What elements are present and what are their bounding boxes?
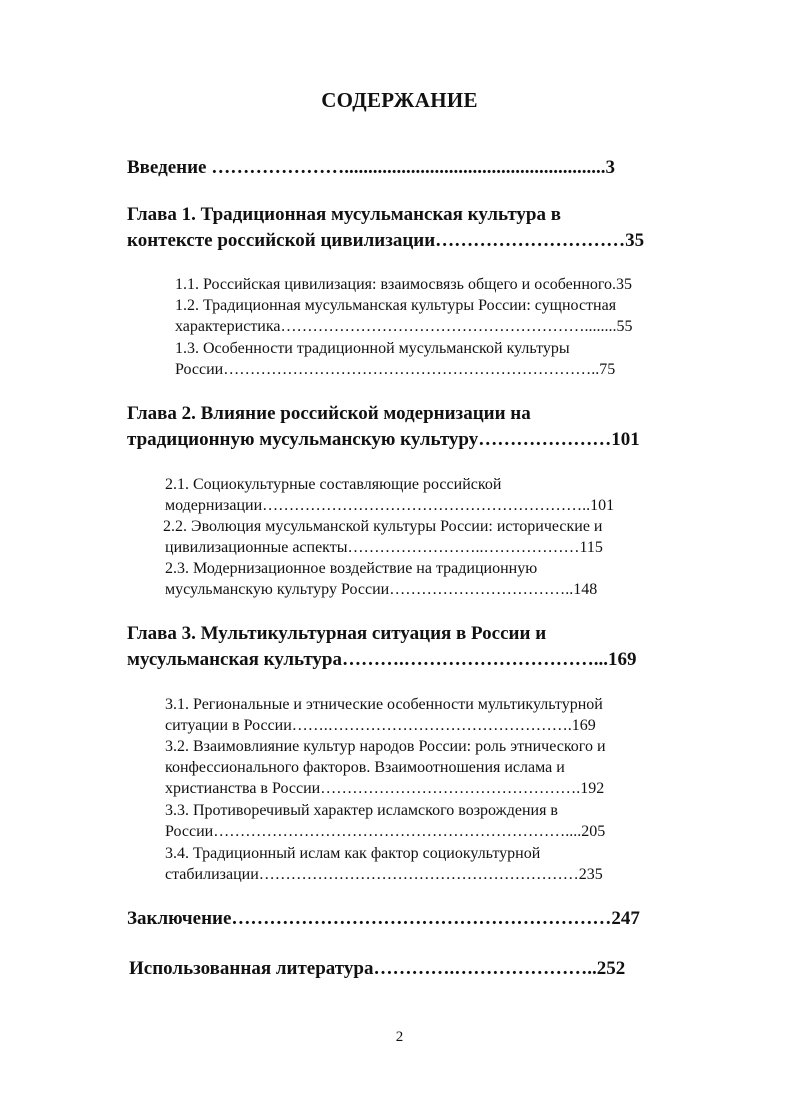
toc-chapter-2-line-2: традиционную мусульманскую культуру…………………101 — [127, 429, 640, 450]
toc-section-2-3-line-1: 2.3. Модернизационное воздействие на традиционную — [165, 560, 538, 577]
toc-section-3-3-line-2: России…………………………………………………………....205 — [165, 823, 606, 840]
toc-chapter-2-line-1: Глава 2. Влияние российской модернизации на — [127, 403, 531, 424]
toc-chapter-1-line-1: Глава 1. Традиционная мусульманская культура в — [127, 204, 562, 225]
toc-section-1-1: 1.1. Российская цивилизация: взаимосвязь общего и особенного.35 — [175, 276, 633, 293]
toc-section-3-2-line-1: 3.2. Взаимовлияние культур народов России: роль этнического и — [165, 738, 606, 755]
toc-section-2-3-line-2: мусульманскую культуру России……………………………..148 — [165, 581, 598, 598]
toc-chapter-3-line-1: Глава 3. Мультикультурная ситуация в России и — [127, 623, 547, 644]
toc-literature: Использованная литература………….…………………..252 — [129, 958, 626, 979]
toc-section-2-2-line-2: цивилизационные аспекты……………………..………………115 — [165, 539, 603, 556]
toc-section-1-2-line-2: характеристика…………………………………………………........55 — [175, 318, 633, 335]
toc-section-3-3-line-1: 3.3. Противоречивый характер исламского возрождения в — [165, 802, 558, 819]
toc-section-3-1-line-1: 3.1. Региональные и этнические особенности мультикультурной — [165, 696, 603, 713]
toc-section-3-4-line-2: стабилизации……………………………………………………235 — [165, 866, 603, 883]
toc-section-3-1-line-2: ситуации в России…….……………………………………….169 — [165, 717, 596, 734]
page-number: 2 — [395, 1029, 404, 1045]
toc-chapter-1-line-2: контексте российской цивилизации…………………………35 — [127, 230, 645, 251]
toc-section-1-2-line-1: 1.2. Традиционная мусульманская культуры России: сущностная — [175, 297, 617, 314]
toc-intro: Введение ………………….......................................................3 — [127, 157, 615, 178]
toc-section-3-2-line-2: конфессионального факторов. Взаимоотношения ислама и — [165, 759, 565, 776]
toc-section-2-1-line-1: 2.1. Социокультурные составляющие российской — [165, 476, 502, 493]
toc-conclusion: Заключение……………………………………………………247 — [127, 908, 640, 929]
toc-section-2-1-line-2: модернизации……………………………………………………..101 — [165, 497, 615, 514]
toc-section-1-3-line-2: России……………………………………………………………..75 — [175, 361, 616, 378]
toc-section-3-2-line-3: христианства в России………………………………………….192 — [165, 780, 605, 797]
page-title: СОДЕРЖАНИЕ — [321, 88, 478, 112]
toc-chapter-3-line-2: мусульманская культура……….…………………………...169 — [127, 649, 637, 670]
toc-section-1-3-line-1: 1.3. Особенности традиционной мусульманской культуры — [175, 340, 570, 357]
toc-section-3-4-line-1: 3.4. Традиционный ислам как фактор социокультурной — [165, 845, 541, 862]
toc-section-2-2-line-1: 2.2. Эволюция мусульманской культуры России: исторические и — [163, 518, 603, 535]
